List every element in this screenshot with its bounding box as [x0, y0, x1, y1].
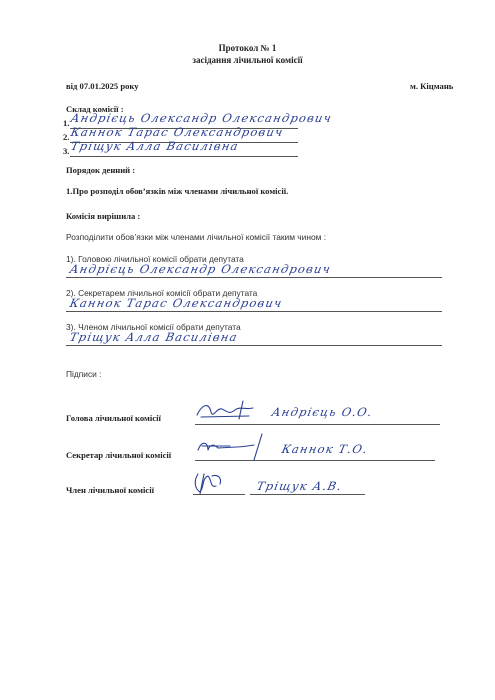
signature-image [195, 397, 257, 423]
role-line [66, 345, 442, 346]
signature-role: Секретар лічильної комісії [66, 450, 172, 460]
member-number: 3. [63, 146, 70, 156]
member-number: 2. [63, 132, 70, 142]
signature-line [195, 424, 440, 425]
role-name-handwritten: Тріщук Алла Василівна [68, 330, 240, 344]
member-name-handwritten: Каннок Тарас Олександрович [69, 125, 286, 139]
member-line [70, 156, 298, 157]
role-label: 1). Головою лічильної комісії обрати депутата [66, 254, 244, 264]
signature-name-handwritten: Андрієць О.О. [270, 405, 375, 419]
role-name-handwritten: Каннок Тарас Олександрович [68, 296, 285, 310]
signature-image [190, 470, 230, 496]
role-name-handwritten: Андрієць Олександр Олександрович [68, 262, 333, 276]
signature-line [250, 494, 365, 495]
member-number: 1. [63, 118, 70, 128]
document-title: Протокол № 1 [218, 43, 277, 53]
signature-name-handwritten: Каннок Т.О. [280, 442, 370, 456]
role-label: 2). Секретарем лічильної комісії обрати депутата [66, 288, 258, 298]
signature-line [195, 460, 435, 461]
document-date: від 07.01.2025 року [66, 81, 139, 91]
composition-heading: Склад комісії : [66, 104, 124, 114]
signature-role: Член лічильної комісії [66, 485, 155, 495]
signature-line [193, 494, 245, 495]
agenda-item: 1.Про розподіл обов’язків між членами лічильної комісії. [66, 186, 289, 196]
signature-name-handwritten: Тріщук А.В. [255, 479, 344, 493]
decision-intro: Розподілити обов’язки між членами лічильної комісії таким чином : [66, 232, 327, 242]
decision-heading: Комісія вирішила : [66, 211, 141, 221]
member-name-handwritten: Тріщук Алла Василівна [69, 139, 241, 153]
signatures-heading: Підписи : [66, 369, 102, 379]
member-name-handwritten: Андрієць Олександр Олександрович [69, 111, 334, 125]
role-line [66, 277, 442, 278]
role-label: 3). Членом лічильної комісії обрати депутата [66, 322, 241, 332]
signature-image [196, 432, 268, 462]
agenda-heading: Порядок денний : [66, 165, 136, 175]
signature-role: Голова лічильної комісії [66, 413, 161, 423]
role-line [66, 311, 442, 312]
document-place: м. Кіцмань [410, 81, 454, 91]
document-subtitle: засідання лічильної комісії [192, 55, 303, 65]
